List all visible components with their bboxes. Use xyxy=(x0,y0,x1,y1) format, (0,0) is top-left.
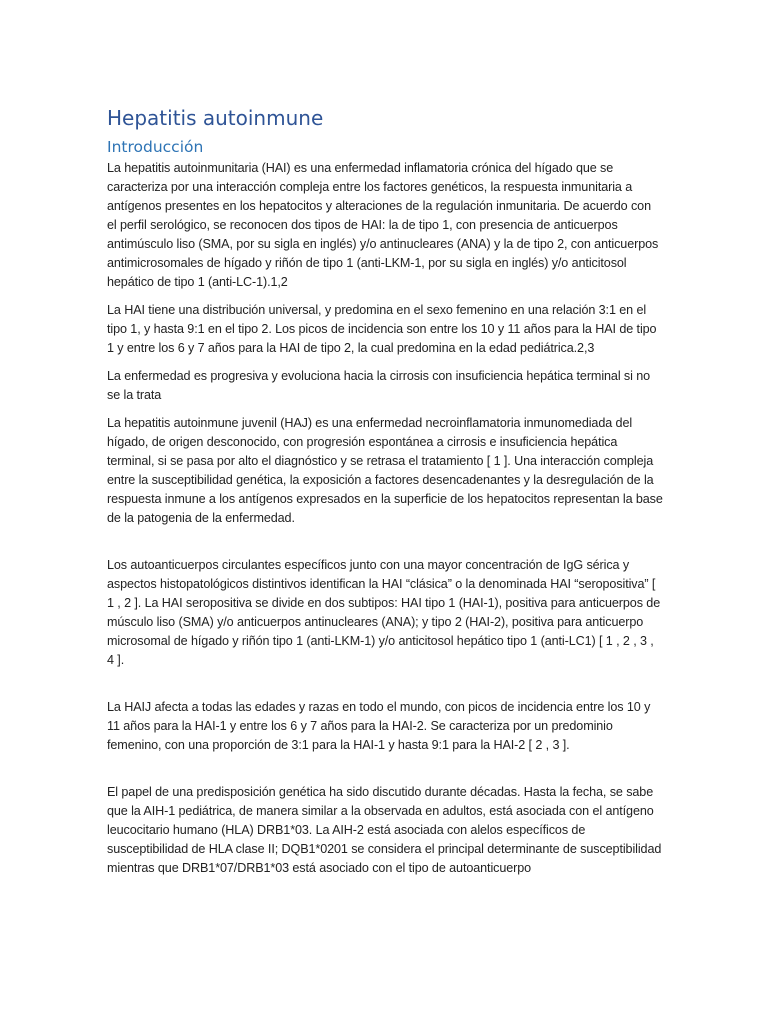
paragraph-epidemiology: La HAIJ afecta a todas las edades y razas en todo el mundo, con picos de incidencia entre los 10 y 11 años para la HAI-1 y entre los 6 y 7 años para la HAI-2. Se caracteriza por un predominio femenino, con una proporción de 3:1 para la HAI-1 y hasta 9:1 para la HAI-2 [ 2 , 3 ]. xyxy=(107,700,651,752)
paragraph-intro: La hepatitis autoinmunitaria (HAI) es una enfermedad inflamatoria crónica del hígado que se caracteriza por una interacción compleja entre los factores genéticos, la respuesta inmunitaria a antígenos presentes en los hepatocitos y alteraciones de la regulación inmunitaria. De acuerdo con el perfil serológico, se reconocen dos tipos de HAI: la de tipo 1, con presencia de anticuerpos antimúsculo liso (SMA, por su sigla en inglés) y/o antinucleares (ANA) y la de tipo 2, con anticuerpos antimicrosomales de hígado y riñón de tipo 1 (anti-LKM-1, por su sigla en inglés) y/o anticitosol hepático de tipo 1 (anti-LC-1).1,2 xyxy=(107,161,659,289)
paragraph-distribution: La HAI tiene una distribución universal, y predomina en el sexo femenino en una relación 3:1 en el tipo 1, y hasta 9:1 en el tipo 2. Los picos de incidencia son entre los 10 y 11 años para la HAI de tipo 1 y entre los 6 y 7 años para la HAI de tipo 2, la cual predomina en la edad pediátrica.2,3 xyxy=(107,303,657,355)
section-heading: Introducción xyxy=(107,138,204,156)
paragraph-autoantibodies: Los autoanticuerpos circulantes específicos junto con una mayor concentración de IgG sérica y aspectos histopatológicos distintivos identifican la HAI “clásica” o la denominada HAI “seropositiva” [ 1 , 2 ]. La HAI seropositiva se divide en dos subtipos: HAI tipo 1 (HAI-1), positiva para anticuerpos de músculo liso (SMA) y/o anticuerpos antinucleares (ANA); y tipo 2 (HAI-2), positiva para anticuerpo microsomal de hígado y riñón tipo 1 (anti-LKM-1) y/o anticitosol hepático tipo 1 (anti-LC1) [ 1 , 2 , 3 , 4 ]. xyxy=(107,558,661,667)
document-page xyxy=(107,104,663,887)
document-title: Hepatitis autoinmune xyxy=(107,106,324,130)
paragraph-progression: La enfermedad es progresiva y evoluciona hacia la cirrosis con insuficiencia hepática terminal si no se la trata xyxy=(107,369,651,402)
paragraph-haj-definition: La hepatitis autoinmune juvenil (HAJ) es una enfermedad necroinflamatoria inmunomediada del hígado, de origen desconocido, con progresión espontánea a cirrosis e insuficiencia hepática terminal, si se pasa por alto el diagnóstico y se retrasa el tratamiento [ 1 ]. Una interacción compleja entre la susceptibilidad genética, la exposición a factores desencadenantes y la desregulación de la respuesta inmune a los antígenos expresados en la superficie de los hepatocitos representan la base de la patogenia de la enfermedad. xyxy=(107,416,663,525)
paragraph-genetics: El papel de una predisposición genética ha sido discutido durante décadas. Hasta la fecha, se sabe que la AIH-1 pediátrica, de manera similar a la observada en adultos, está asociada con el antígeno leucocitario humano (HLA) DRB1*03. La AIH-2 está asociada con alelos específicos de susceptibilidad de HLA clase II; DQB1*0201 se considera el principal determinante de susceptibilidad mientras que DRB1*07/DRB1*03 está asociado con el tipo de autoanticuerpo xyxy=(107,785,662,875)
